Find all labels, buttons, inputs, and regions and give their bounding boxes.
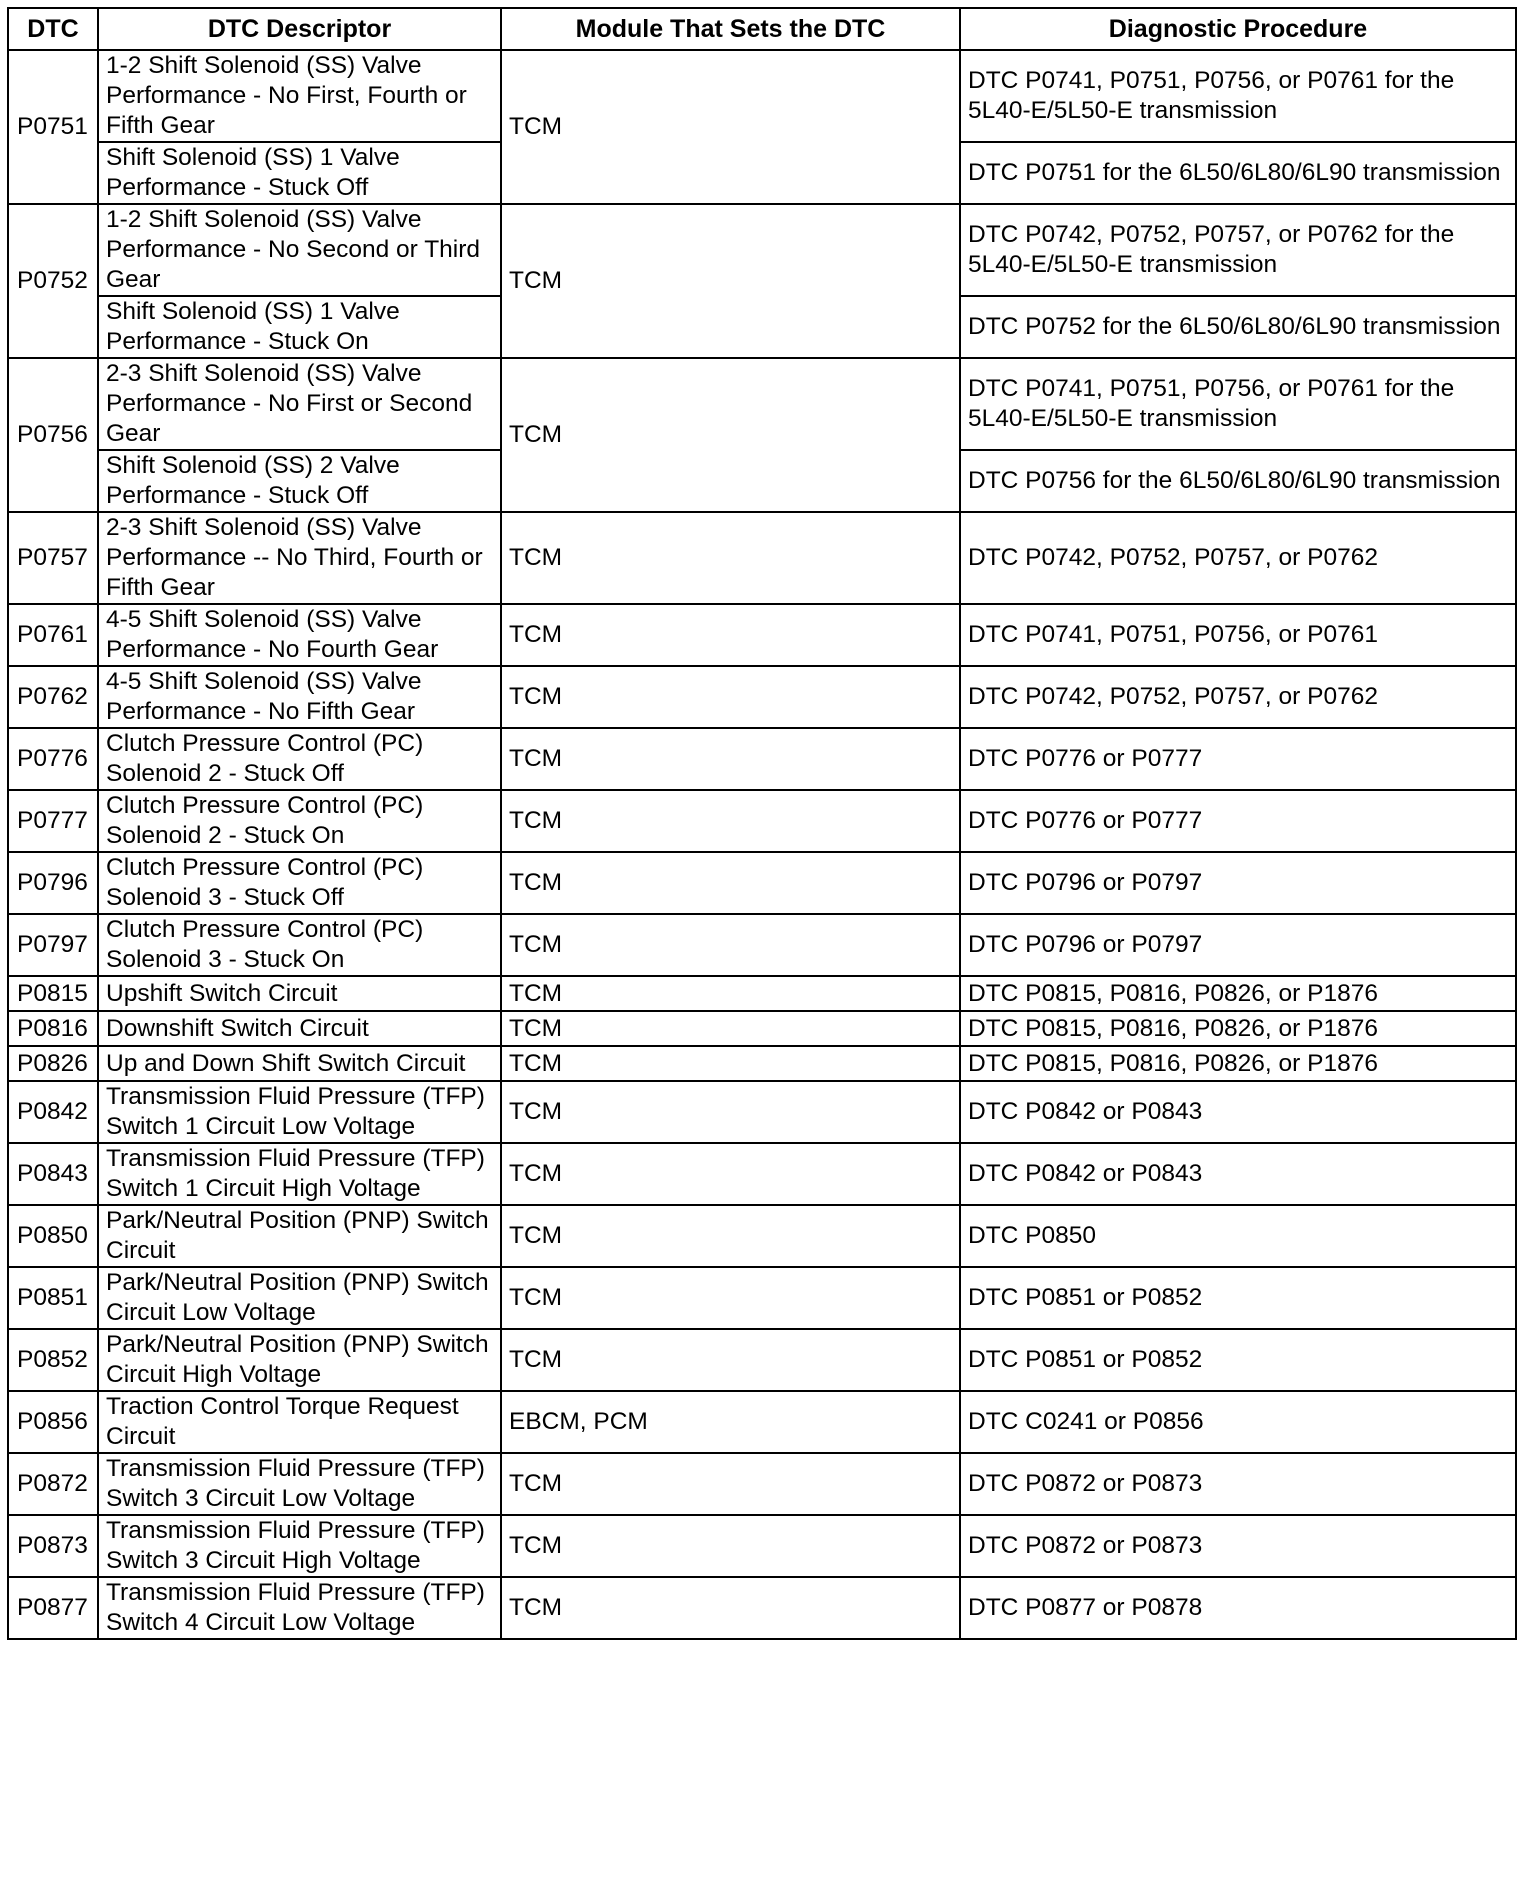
dtc-code: P0815 <box>8 976 98 1011</box>
dtc-code: P0877 <box>8 1577 98 1639</box>
dtc-descriptor: Upshift Switch Circuit <box>98 976 501 1011</box>
dtc-code: P0816 <box>8 1011 98 1046</box>
diagnostic-procedure: DTC P0851 or P0852 <box>960 1329 1516 1391</box>
dtc-code: P0843 <box>8 1143 98 1205</box>
table-row <box>8 852 1516 914</box>
diagnostic-procedure: DTC C0241 or P0856 <box>960 1391 1516 1453</box>
dtc-code: P0796 <box>8 852 98 914</box>
setting-module: TCM <box>501 728 960 790</box>
setting-module: TCM <box>501 666 960 728</box>
setting-module: TCM <box>501 1143 960 1205</box>
diagnostic-procedure: DTC P0842 or P0843 <box>960 1081 1516 1143</box>
dtc-descriptor: Park/Neutral Position (PNP) Switch Circuit High Voltage <box>98 1329 501 1391</box>
dtc-descriptor: Shift Solenoid (SS) 2 Valve Performance - Stuck Off <box>98 450 501 512</box>
diagnostic-procedure: DTC P0741, P0751, P0756, or P0761 for the 5L40-E/5L50-E transmission <box>960 50 1516 142</box>
table-row <box>8 204 1516 296</box>
column-header-dtc: DTC <box>8 8 98 50</box>
setting-module: TCM <box>501 512 960 604</box>
diagnostic-procedure: DTC P0776 or P0777 <box>960 728 1516 790</box>
diagnostic-procedure: DTC P0742, P0752, P0757, or P0762 for the 5L40-E/5L50-E transmission <box>960 204 1516 296</box>
table-row <box>8 512 1516 604</box>
diagnostic-procedure: DTC P0741, P0751, P0756, or P0761 for the 5L40-E/5L50-E transmission <box>960 358 1516 450</box>
header-row <box>8 8 1516 50</box>
dtc-code: P0761 <box>8 604 98 666</box>
table-row <box>8 1267 1516 1329</box>
dtc-code: P0852 <box>8 1329 98 1391</box>
diagnostic-procedure: DTC P0872 or P0873 <box>960 1453 1516 1515</box>
diagnostic-procedure: DTC P0815, P0816, P0826, or P1876 <box>960 1011 1516 1046</box>
dtc-code: P0762 <box>8 666 98 728</box>
dtc-table <box>7 7 1517 1640</box>
table-row <box>8 1391 1516 1453</box>
dtc-code: P0797 <box>8 914 98 976</box>
dtc-descriptor: Clutch Pressure Control (PC) Solenoid 2 - Stuck Off <box>98 728 501 790</box>
setting-module: EBCM, PCM <box>501 1391 960 1453</box>
setting-module: TCM <box>501 1011 960 1046</box>
column-header-procedure: Diagnostic Procedure <box>960 8 1516 50</box>
dtc-descriptor: Shift Solenoid (SS) 1 Valve Performance - Stuck Off <box>98 142 501 204</box>
dtc-code: P0752 <box>8 204 98 358</box>
diagnostic-procedure: DTC P0842 or P0843 <box>960 1143 1516 1205</box>
dtc-descriptor: 4-5 Shift Solenoid (SS) Valve Performance - No Fifth Gear <box>98 666 501 728</box>
diagnostic-procedure: DTC P0877 or P0878 <box>960 1577 1516 1639</box>
dtc-code: P0826 <box>8 1046 98 1081</box>
diagnostic-procedure: DTC P0776 or P0777 <box>960 790 1516 852</box>
dtc-descriptor: 1-2 Shift Solenoid (SS) Valve Performance - No Second or Third Gear <box>98 204 501 296</box>
setting-module: TCM <box>501 1329 960 1391</box>
diagnostic-procedure: DTC P0796 or P0797 <box>960 914 1516 976</box>
diagnostic-procedure: DTC P0752 for the 6L50/6L80/6L90 transmission <box>960 296 1516 358</box>
dtc-code: P0872 <box>8 1453 98 1515</box>
table-body <box>8 50 1516 1639</box>
diagnostic-procedure: DTC P0742, P0752, P0757, or P0762 <box>960 666 1516 728</box>
setting-module: TCM <box>501 790 960 852</box>
setting-module: TCM <box>501 1453 960 1515</box>
dtc-descriptor: Park/Neutral Position (PNP) Switch Circuit Low Voltage <box>98 1267 501 1329</box>
setting-module: TCM <box>501 1577 960 1639</box>
setting-module: TCM <box>501 1046 960 1081</box>
setting-module: TCM <box>501 1081 960 1143</box>
dtc-descriptor: Clutch Pressure Control (PC) Solenoid 3 - Stuck On <box>98 914 501 976</box>
dtc-code: P0756 <box>8 358 98 512</box>
dtc-descriptor: Transmission Fluid Pressure (TFP) Switch 1 Circuit High Voltage <box>98 1143 501 1205</box>
setting-module: TCM <box>501 976 960 1011</box>
setting-module: TCM <box>501 1205 960 1267</box>
dtc-descriptor: Park/Neutral Position (PNP) Switch Circuit <box>98 1205 501 1267</box>
column-header-module: Module That Sets the DTC <box>501 8 960 50</box>
diagnostic-procedure: DTC P0756 for the 6L50/6L80/6L90 transmission <box>960 450 1516 512</box>
dtc-descriptor: Clutch Pressure Control (PC) Solenoid 2 - Stuck On <box>98 790 501 852</box>
dtc-code: P0751 <box>8 50 98 204</box>
table-row <box>8 666 1516 728</box>
diagnostic-procedure: DTC P0815, P0816, P0826, or P1876 <box>960 1046 1516 1081</box>
table-row <box>8 1143 1516 1205</box>
dtc-descriptor: Shift Solenoid (SS) 1 Valve Performance - Stuck On <box>98 296 501 358</box>
dtc-code: P0851 <box>8 1267 98 1329</box>
table-row <box>8 1577 1516 1639</box>
dtc-descriptor: Downshift Switch Circuit <box>98 1011 501 1046</box>
dtc-code: P0856 <box>8 1391 98 1453</box>
diagnostic-procedure: DTC P0872 or P0873 <box>960 1515 1516 1577</box>
dtc-descriptor: Clutch Pressure Control (PC) Solenoid 3 - Stuck Off <box>98 852 501 914</box>
dtc-descriptor: Transmission Fluid Pressure (TFP) Switch 3 Circuit High Voltage <box>98 1515 501 1577</box>
table-row <box>8 1453 1516 1515</box>
dtc-descriptor: 4-5 Shift Solenoid (SS) Valve Performance - No Fourth Gear <box>98 604 501 666</box>
dtc-descriptor: Up and Down Shift Switch Circuit <box>98 1046 501 1081</box>
setting-module: TCM <box>501 914 960 976</box>
table-row <box>8 790 1516 852</box>
setting-module: TCM <box>501 852 960 914</box>
table-row <box>8 1011 1516 1046</box>
table-row <box>8 1515 1516 1577</box>
diagnostic-procedure: DTC P0741, P0751, P0756, or P0761 <box>960 604 1516 666</box>
dtc-descriptor: Transmission Fluid Pressure (TFP) Switch 4 Circuit Low Voltage <box>98 1577 501 1639</box>
dtc-descriptor: 2-3 Shift Solenoid (SS) Valve Performance -- No Third, Fourth or Fifth Gear <box>98 512 501 604</box>
dtc-code: P0757 <box>8 512 98 604</box>
table-row <box>8 1329 1516 1391</box>
setting-module: TCM <box>501 358 960 512</box>
table-row <box>8 914 1516 976</box>
dtc-code: P0873 <box>8 1515 98 1577</box>
setting-module: TCM <box>501 1267 960 1329</box>
dtc-descriptor: Transmission Fluid Pressure (TFP) Switch 3 Circuit Low Voltage <box>98 1453 501 1515</box>
dtc-descriptor: 1-2 Shift Solenoid (SS) Valve Performance - No First, Fourth or Fifth Gear <box>98 50 501 142</box>
dtc-code: P0777 <box>8 790 98 852</box>
diagnostic-procedure: DTC P0796 or P0797 <box>960 852 1516 914</box>
table-row <box>8 358 1516 450</box>
setting-module: TCM <box>501 604 960 666</box>
diagnostic-procedure: DTC P0742, P0752, P0757, or P0762 <box>960 512 1516 604</box>
dtc-descriptor: Transmission Fluid Pressure (TFP) Switch 1 Circuit Low Voltage <box>98 1081 501 1143</box>
table-row <box>8 976 1516 1011</box>
dtc-descriptor: 2-3 Shift Solenoid (SS) Valve Performance - No First or Second Gear <box>98 358 501 450</box>
dtc-code: P0850 <box>8 1205 98 1267</box>
table-row <box>8 604 1516 666</box>
diagnostic-procedure: DTC P0850 <box>960 1205 1516 1267</box>
table-row <box>8 728 1516 790</box>
table-row <box>8 50 1516 142</box>
setting-module: TCM <box>501 50 960 204</box>
diagnostic-procedure: DTC P0751 for the 6L50/6L80/6L90 transmission <box>960 142 1516 204</box>
dtc-descriptor: Traction Control Torque Request Circuit <box>98 1391 501 1453</box>
diagnostic-procedure: DTC P0851 or P0852 <box>960 1267 1516 1329</box>
dtc-code: P0776 <box>8 728 98 790</box>
table-row <box>8 1046 1516 1081</box>
setting-module: TCM <box>501 204 960 358</box>
diagnostic-procedure: DTC P0815, P0816, P0826, or P1876 <box>960 976 1516 1011</box>
dtc-code: P0842 <box>8 1081 98 1143</box>
column-header-descriptor: DTC Descriptor <box>98 8 501 50</box>
table-row <box>8 1081 1516 1143</box>
table-row <box>8 1205 1516 1267</box>
setting-module: TCM <box>501 1515 960 1577</box>
